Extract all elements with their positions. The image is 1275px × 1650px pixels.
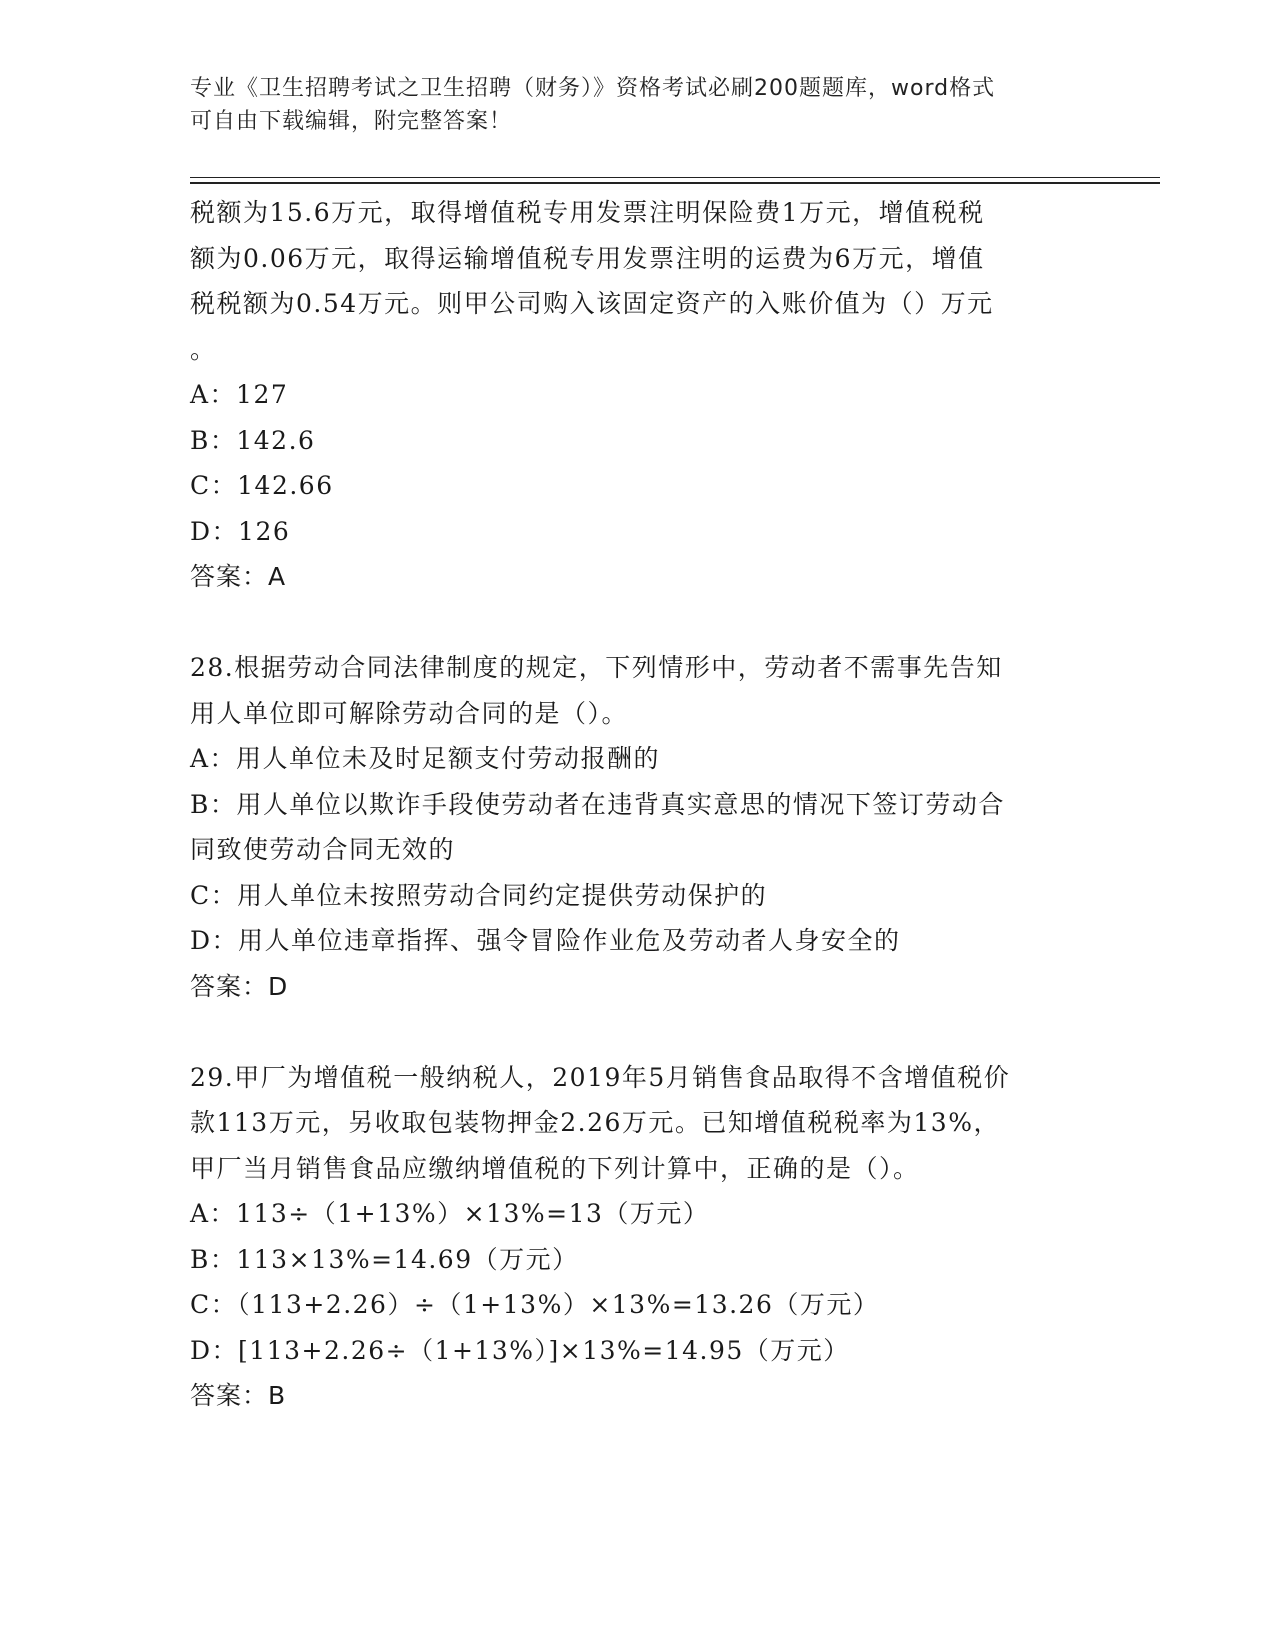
option-a: A：113÷（1+13%）×13%=13（万元）	[190, 1199, 710, 1228]
question-stem-line: 。	[190, 334, 217, 364]
question-stem-line: 用人单位即可解除劳动合同的是（）。	[190, 698, 629, 728]
question-spacer	[190, 1009, 1090, 1055]
option-a: A：用人单位未及时足额支付劳动报酬的	[190, 744, 661, 773]
option-d: D：[113+2.26÷（1+13%）]×13%=14.95（万元）	[190, 1335, 850, 1365]
question-27	[190, 190, 1090, 600]
header-rule-thin	[190, 177, 1160, 178]
question-stem-line: 款113万元，另收取包装物押金2.26万元。已知增值税税率为13%，	[190, 1108, 1000, 1137]
question-stem-line: 税额为15.6万元，取得增值税专用发票注明保险费1万元，增值税税	[190, 198, 985, 227]
option-c: C：142.66	[190, 471, 334, 500]
header-line-2: 可自由下载编辑，附完整答案！	[190, 109, 513, 134]
question-stem-line: 29.甲厂为增值税一般纳税人，2019年5月销售食品取得不含增值税价	[190, 1062, 1011, 1092]
document-header	[190, 72, 1090, 138]
option-d: D：用人单位违章指挥、强令冒险作业危及劳动者人身安全的	[190, 926, 901, 955]
question-stem-line: 甲厂当月销售食品应缴纳增值税的下列计算中，正确的是（）。	[190, 1153, 920, 1183]
option-c: C：用人单位未按照劳动合同约定提供劳动保护的	[190, 880, 768, 910]
question-stem-line: 28.根据劳动合同法律制度的规定，下列情形中，劳动者不需事先告知	[190, 653, 1003, 682]
question-28	[190, 645, 1090, 1009]
option-b: B：113×13%=14.69（万元）	[190, 1244, 579, 1274]
answer-label: 答案：B	[190, 1381, 287, 1410]
question-stem-line: 额为0.06万元，取得运输增值税专用发票注明的运费为6万元，增值	[190, 243, 985, 273]
document-body	[190, 190, 1090, 1419]
answer-label: 答案：D	[190, 971, 289, 1001]
option-c: C：（113+2.26）÷（1+13%）×13%=13.26（万元）	[190, 1290, 880, 1319]
option-b: B：用人单位以欺诈手段使劳动者在违背真实意思的情况下签订劳动合	[190, 789, 1005, 819]
option-d: D：126	[190, 516, 291, 546]
header-line-1: 专业《卫生招聘考试之卫生招聘（财务）》资格考试必刷200题题库，word格式	[190, 76, 996, 101]
question-29	[190, 1055, 1090, 1419]
option-b: B：142.6	[190, 425, 316, 455]
answer-label: 答案：A	[190, 562, 287, 591]
question-stem-line: 税税额为0.54万元。则甲公司购入该固定资产的入账价值为（）万元	[190, 289, 994, 318]
header-rule-thick	[190, 182, 1160, 184]
question-spacer	[190, 600, 1090, 646]
option-b-continued: 同致使劳动合同无效的	[190, 835, 456, 864]
option-a: A：127	[190, 380, 289, 409]
